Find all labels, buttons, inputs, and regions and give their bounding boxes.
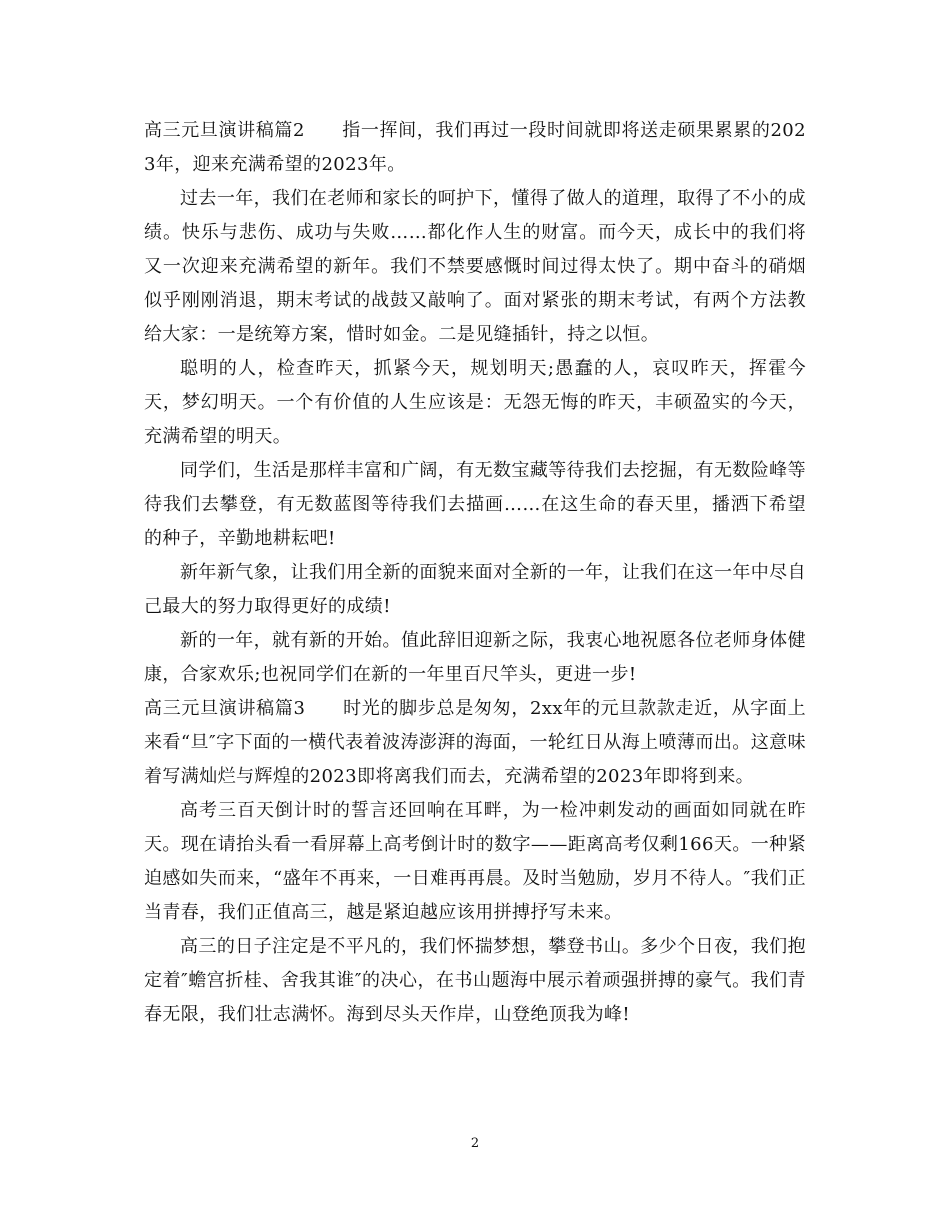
- page-number: 2: [470, 1136, 480, 1151]
- paragraph: 同学们，生活是那样丰富和广阔，有无数宝藏等待我们去挖掘，有无数险峰等待我们去攀登，有无数蓝图等待我们去描画……在这生命的春天里，播洒下希望的种子，辛勤地耕耘吧!: [144, 460, 806, 550]
- paragraph-speech-3-heading: 高三元旦演讲稿篇3 时光的脚步总是匆匆，2xx年的元旦款款走近，从字面上来看“旦″字下面的一横代表着波涛澎湃的海面，一轮红日从海上喷薄而出。这意味着写满灿烂与辉煌的2023即将离我们而去，充满希望的2023年即将到来。: [144, 698, 806, 788]
- paragraph-speech-2-heading: 高三元旦演讲稿篇2 指一挥间，我们再过一段时间就即将送走硕果累累的2023年，迎来充满希望的2023年。: [144, 120, 806, 175]
- paragraph: 高考三百天倒计时的誓言还回响在耳畔，为一检冲刺发动的画面如同就在昨天。现在请抬头看一看屏幕上高考倒计时的数字——距离高考仅剩166天。一种紧迫感如失而来，“盛年不再来，一日难再再晨。及时当勉励，岁月不待人。″我们正当青春，我们正值高三，越是紧迫越应该用拼搏抒写未来。: [144, 800, 806, 924]
- paragraph: 高三的日子注定是不平凡的，我们怀揣梦想，攀登书山。多少个日夜，我们抱定着″蟾宫折桂、舍我其谁″的决心，在书山题海中展示着顽强拼搏的豪气。我们青春无限，我们壮志满怀。海到尽头天作岸，山登绝顶我为峰!: [144, 936, 806, 1026]
- document-body: [144, 114, 806, 1032]
- paragraph: 聪明的人，检查昨天，抓紧今天，规划明天;愚蠢的人，哀叹昨天，挥霍今天，梦幻明天。一个有价值的人生应该是：无怨无悔的昨天，丰硕盈实的今天，充满希望的明天。: [144, 358, 806, 448]
- paragraph: 新年新气象，让我们用全新的面貌来面对全新的一年，让我们在这一年中尽自己最大的努力取得更好的成绩!: [144, 562, 806, 618]
- paragraph: 新的一年，就有新的开始。值此辞旧迎新之际，我衷心地祝愿各位老师身体健康，合家欢乐;也祝同学们在新的一年里百尺竿头，更进一步!: [144, 630, 806, 686]
- paragraph: 过去一年，我们在老师和家长的呵护下，懂得了做人的道理，取得了不小的成绩。快乐与悲伤、成功与失败……都化作人生的财富。而今天，成长中的我们将又一次迎来充满希望的新年。我们不禁要感慨时间过得太快了。期中奋斗的硝烟似乎刚刚消退，期末考试的战鼓又敲响了。面对紧张的期末考试，有两个方法教给大家：一是统筹方案，惜时如金。二是见缝插针，持之以恒。: [144, 188, 806, 346]
